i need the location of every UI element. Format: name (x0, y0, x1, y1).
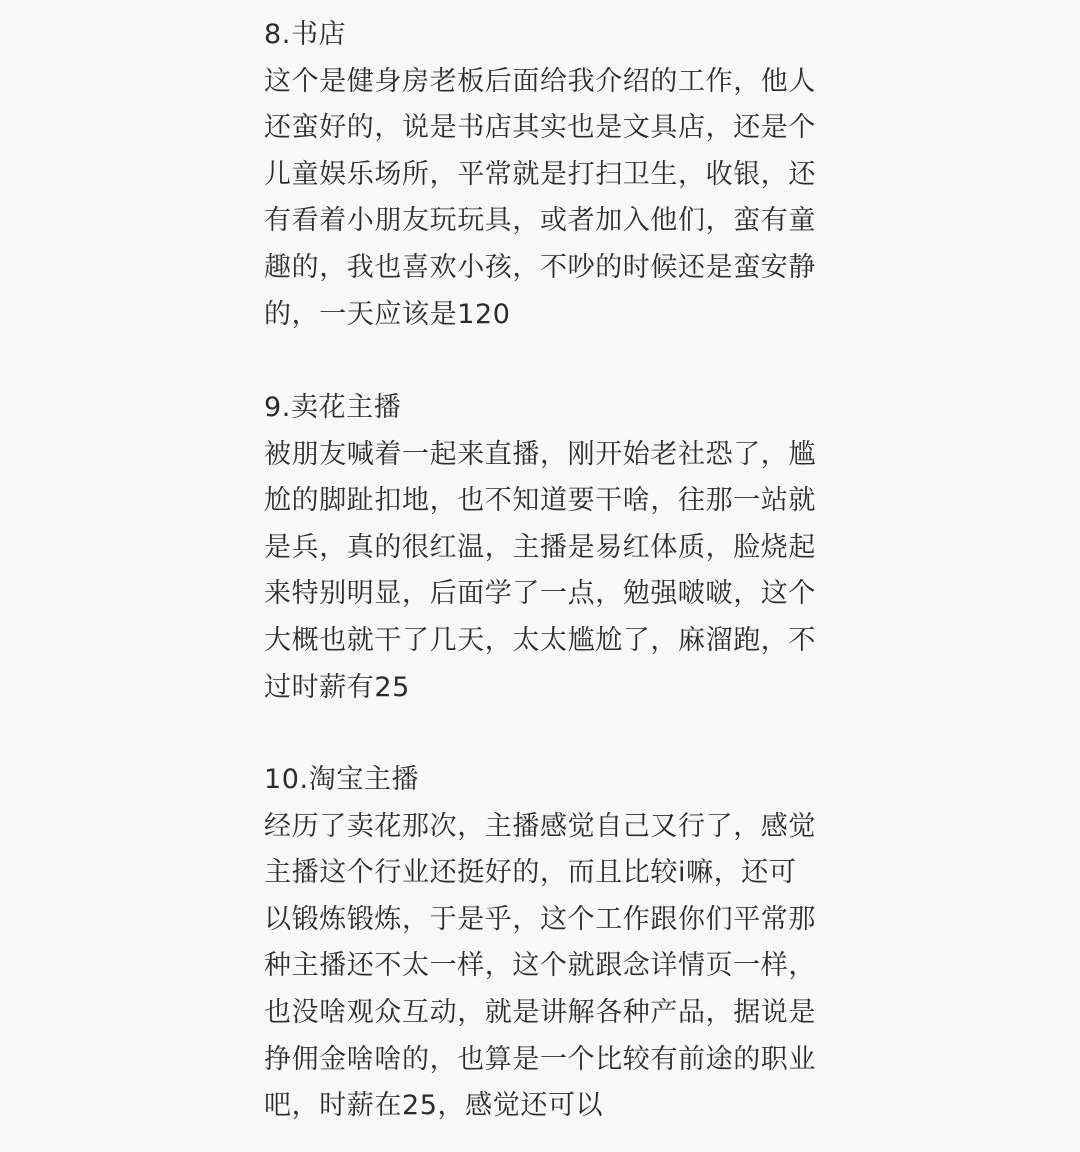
section-flower-streamer (264, 385, 824, 711)
section-title: 9.卖花主播 (264, 392, 402, 423)
text-line: 有看着小朋友玩玩具，或者加入他们，蛮有童 (264, 205, 816, 237)
text-line: 趣的，我也喜欢小孩，不吵的时候还是蛮安静 (264, 251, 816, 283)
text-line: 也没啥观众互动，就是讲解各种产品，据说是 (264, 996, 816, 1028)
section-title: 10.淘宝主播 (264, 764, 420, 795)
text-line: 尬的脚趾扣地，也不知道要干啥，往那一站就 (264, 485, 816, 517)
text-line: 过时薪有25 (264, 671, 410, 703)
text-line: 挣佣金啥啥的，也算是一个比较有前途的职业 (264, 1043, 816, 1075)
section-taobao-streamer (264, 757, 824, 1130)
text-line: 主播这个行业还挺好的，而且比较i嘛，还可 (264, 857, 797, 889)
text-line: 这个是健身房老板后面给我介绍的工作，他人 (264, 65, 816, 97)
text-line: 吧，时薪在25，感觉还可以 (264, 1090, 604, 1122)
text-line: 以锻炼锻炼，于是乎，这个工作跟你们平常那 (264, 903, 816, 935)
section-bookstore (264, 12, 824, 338)
text-line: 经历了卖花那次，主播感觉自己又行了，感觉 (264, 810, 816, 842)
text-line: 种主播还不太一样，这个就跟念详情页一样， (264, 950, 816, 982)
text-line: 的，一天应该是120 (264, 298, 511, 330)
section-title: 8.书店 (264, 19, 347, 50)
text-line: 还蛮好的，说是书店其实也是文具店，还是个 (264, 112, 816, 144)
text-line: 被朋友喊着一起来直播，刚开始老社恐了，尴 (264, 438, 816, 470)
text-line: 儿童娱乐场所，平常就是打扫卫生，收银，还 (264, 158, 816, 190)
text-line: 是兵，真的很红温，主播是易红体质，脸烧起 (264, 531, 816, 563)
text-line: 来特别明显，后面学了一点，勉强啵啵，这个 (264, 578, 816, 610)
text-line: 大概也就干了几天，太太尴尬了，麻溜跑，不 (264, 624, 816, 656)
